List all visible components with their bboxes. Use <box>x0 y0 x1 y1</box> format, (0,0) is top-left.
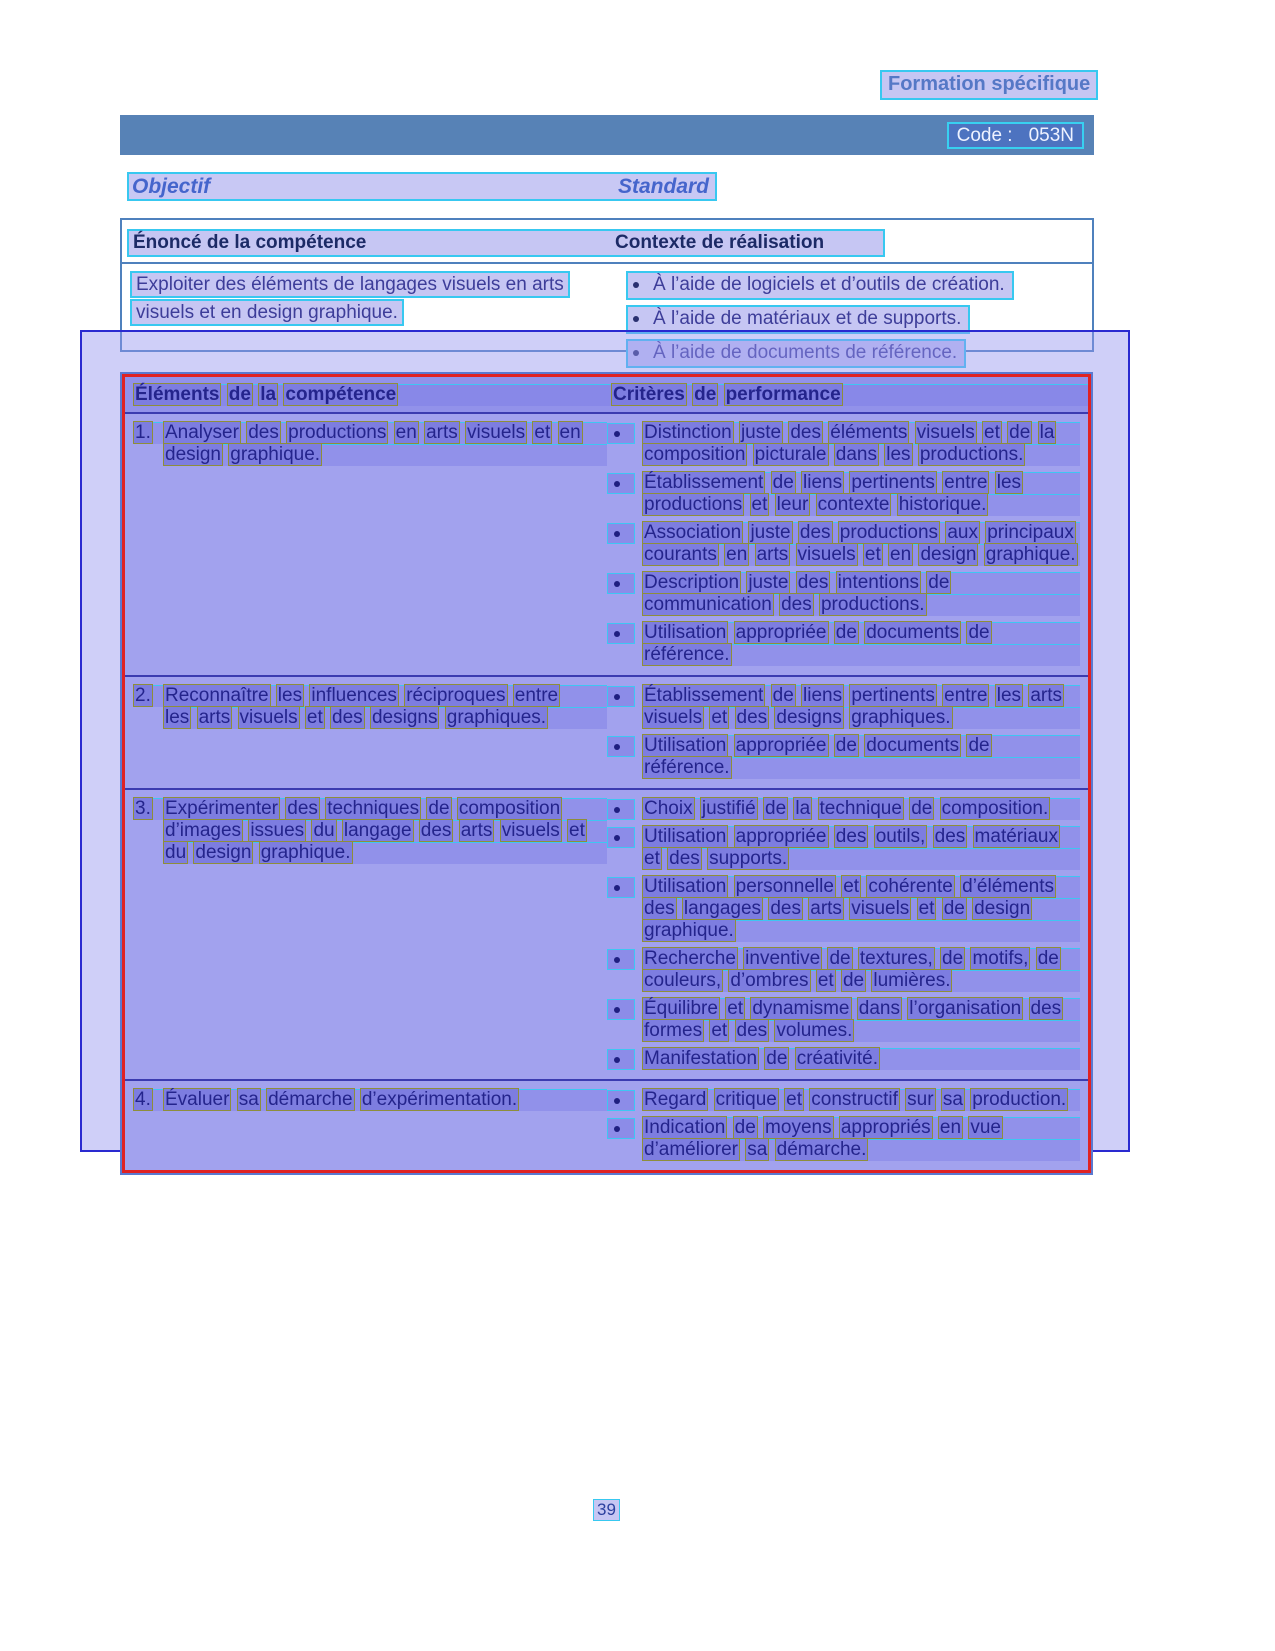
title-band <box>120 115 1094 155</box>
bullet-icon <box>633 316 639 322</box>
element-cell <box>125 422 607 666</box>
bullet-icon <box>607 1118 635 1139</box>
criterion-text: Manifestation de créativité. <box>642 1048 1080 1070</box>
element-number: 3. <box>133 798 163 820</box>
criterion-item <box>607 1089 1080 1111</box>
element-number: 1. <box>133 422 163 444</box>
criterion-text: Établissement de liens pertinents entre les arts visuels et des designs graphiques. <box>642 685 1080 729</box>
element-number: 2. <box>133 685 163 707</box>
context-bullet-text: À l’aide de matériaux et de supports. <box>653 308 962 329</box>
competence-table-body <box>122 264 1092 373</box>
criterion-text: Utilisation appropriée de documents de référence. <box>642 622 1080 666</box>
criterion-text: Description juste des intentions de communication des productions. <box>642 572 1080 616</box>
criterion-text: Établissement de liens pertinents entre les productions et leur contexte historique. <box>642 472 1080 516</box>
elements-header-right: Critères de performance <box>611 384 1088 406</box>
elements-table <box>122 374 1091 1173</box>
code-badge <box>947 122 1084 149</box>
bullet-icon <box>607 423 635 444</box>
context-bullet-text: À l’aide de documents de référence. <box>653 342 958 363</box>
bullet-icon <box>607 736 635 757</box>
criterion-text: Recherche inventive de textures, de motifs, de couleurs, d’ombres et de lumières. <box>642 948 1080 992</box>
element-text: Reconnaître les influences réciproques entre les arts visuels et des designs graphiques. <box>163 685 607 729</box>
criterion-text: Indication de moyens appropriés en vue d’améliorer sa démarche. <box>642 1117 1080 1161</box>
criterion-item <box>607 876 1080 942</box>
statement-cell <box>122 271 616 373</box>
context-bullet <box>626 271 1014 300</box>
bullet-icon <box>607 686 635 707</box>
element-cell <box>125 1089 607 1161</box>
objective-heading: Objectif <box>132 174 211 198</box>
criterion-text: Utilisation appropriée des outils, des matériaux et des supports. <box>642 826 1080 870</box>
criterion-item <box>607 685 1080 729</box>
criterion-item <box>607 572 1080 616</box>
criteria-cell <box>607 685 1088 779</box>
bullet-icon <box>607 573 635 594</box>
element-cell <box>125 685 607 779</box>
element-row-2 <box>125 677 1088 790</box>
competence-table <box>120 218 1094 363</box>
code-label: Code : <box>956 125 1013 146</box>
element-cell <box>125 798 607 1070</box>
criterion-item <box>607 1048 1080 1070</box>
standard-heading: Standard <box>617 174 709 198</box>
context-bullet-text: À l’aide de logiciels et d’outils de création. <box>653 274 1005 295</box>
bullet-icon <box>607 523 635 544</box>
criterion-text: Distinction juste des éléments visuels et de la composition picturale dans les productions. <box>642 422 1080 466</box>
elements-table-header <box>125 377 1088 414</box>
criterion-item <box>607 826 1080 870</box>
criterion-item <box>607 948 1080 992</box>
competence-table-header <box>122 220 1092 264</box>
bullet-icon <box>633 282 639 288</box>
section-label-container <box>880 70 1098 100</box>
criteria-cell <box>607 422 1088 666</box>
bullet-icon <box>607 827 635 848</box>
bullet-icon <box>607 1049 635 1070</box>
bullet-icon <box>607 949 635 970</box>
criterion-item <box>607 798 1080 820</box>
criterion-item <box>607 1117 1080 1161</box>
bullet-icon <box>607 999 635 1020</box>
competence-header-left: Énoncé de la compétence <box>133 232 367 253</box>
criterion-text: Utilisation appropriée de documents de référence. <box>642 735 1080 779</box>
criterion-item <box>607 735 1080 779</box>
criterion-text: Équilibre et dynamisme dans l’organisation des formes et des volumes. <box>642 998 1080 1042</box>
bullet-icon <box>633 350 639 356</box>
context-bullet <box>626 305 970 334</box>
context-bullet <box>626 339 966 368</box>
competence-header-right: Contexte de réalisation <box>615 232 825 253</box>
element-number: 4. <box>133 1089 163 1111</box>
statement-line: visuels et en design graphique. <box>130 299 404 326</box>
objective-standard-heading <box>127 172 717 201</box>
element-row-3 <box>125 790 1088 1081</box>
bullet-icon <box>607 623 635 644</box>
bullet-icon <box>607 799 635 820</box>
element-text: Expérimenter des techniques de composition d’images issues du langage des arts visuels et du design graphique. <box>163 798 607 864</box>
criterion-item <box>607 998 1080 1042</box>
context-cell <box>616 271 1092 373</box>
elements-table-outline <box>120 372 1093 1175</box>
criterion-text: Choix justifié de la technique de composition. <box>642 798 1080 820</box>
criterion-item <box>607 472 1080 516</box>
criterion-text: Association juste des productions aux principaux courants en arts visuels et en design graphique. <box>642 522 1080 566</box>
criterion-item <box>607 422 1080 466</box>
competence-header-highlight <box>127 229 885 257</box>
criterion-item <box>607 622 1080 666</box>
element-row-1 <box>125 414 1088 677</box>
code-value: 053N <box>1028 125 1074 146</box>
criterion-text: Regard critique et constructif sur sa production. <box>642 1089 1080 1111</box>
statement-line: Exploiter des éléments de langages visuels en arts <box>130 271 570 298</box>
bullet-icon <box>607 473 635 494</box>
criterion-text: Utilisation personnelle et cohérente d’éléments des langages des arts visuels et de design graphique. <box>642 876 1080 942</box>
element-text: Analyser des productions en arts visuels et en design graphique. <box>163 422 607 466</box>
criterion-item <box>607 522 1080 566</box>
element-text: Évaluer sa démarche d’expérimentation. <box>163 1089 607 1111</box>
criteria-cell <box>607 1089 1088 1161</box>
section-label: Formation spécifique <box>880 70 1098 100</box>
page-number: 39 <box>593 1499 620 1521</box>
bullet-icon <box>607 1090 635 1111</box>
elements-header-left: Éléments de la compétence <box>133 384 611 406</box>
criteria-cell <box>607 798 1088 1070</box>
element-row-4 <box>125 1081 1088 1170</box>
bullet-icon <box>607 877 635 898</box>
